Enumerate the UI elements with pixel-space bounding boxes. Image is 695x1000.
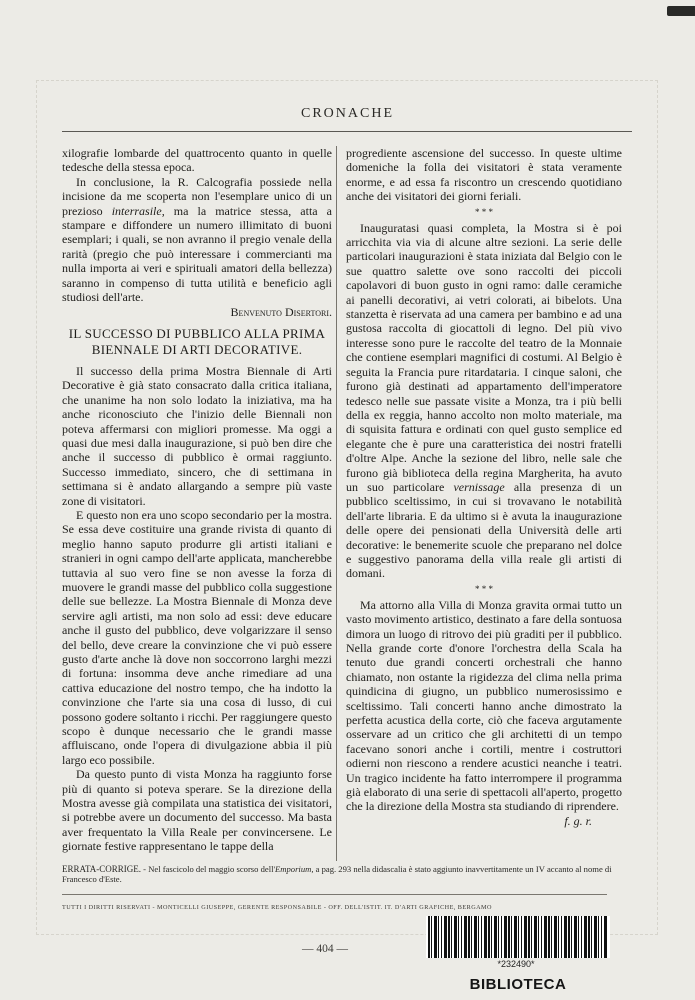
- text-run: alla presenza di un pubblico sceltissimo, in cui si trovavano le notabilità dell'arte libraria. E da ultimo si è avuta la inaugurazione delle opere dei pensionati della Università delle arti decorative: le benemerite scuole che preparano nel dolce e suggestivo panorama della villa reale gli artisti di domani.: [346, 479, 623, 581]
- column-divider: [336, 146, 337, 861]
- header-rule: [62, 131, 632, 132]
- text-run: ma la matrice stessa, atta a stampare e diffondere un numero illimitato di buoni esemplari; i quali, se non avranno il pregio venale della rarità (pregio che può interessare i commercianti ma nulla importa ai veri e spirituali amatori della bellezza) saranno in compenso di tutta utilità e beneficio agli studiosi dell'arte.: [62, 203, 332, 305]
- paragraph: xilografie lombarde del quattrocento quanto in quelle tedesche della stessa epoca.: [62, 146, 332, 175]
- paragraph: progrediente ascensione del successo. In queste ultime domeniche la folla dei visitatori è stata veramente enorme, e ad essa fa riscontro un crescendo quotidiano anche dei visitatori dei giorni feriali.: [346, 146, 622, 204]
- paragraph: [62, 175, 332, 305]
- corner-smudge: [667, 6, 695, 16]
- text-run: a pag. 293 nella didascalia è stato aggiunto inavvertitamente un IV accanto al nome di Francesco d'Este.: [62, 864, 612, 884]
- author-initials: f. g. r.: [564, 813, 592, 828]
- paragraph: [346, 221, 622, 581]
- italic-term: vernissage: [453, 479, 505, 494]
- page-number: — 404 —: [302, 943, 348, 955]
- author-signature: Benvenuto Disertori.: [230, 305, 332, 320]
- library-stamp: BIBLIOTECA: [469, 976, 567, 993]
- text-run: In conclusione, la R. Calcografia possiede nella incisione da me scoperta non l'esemplare unico di un prezioso: [62, 174, 332, 218]
- errata-label: ERRATA-CORRIGE.: [62, 864, 142, 874]
- paragraph: Da questo punto di vista Monza ha raggiunto forse più di quanto si poteva sperare. Se la direzione della Mostra avesse già compilata una statistica dei visitatori, si potrebbe avere un documento del successo. Ma basta aver frequentato la Villa Reale per convincersene. Le giornate festive rappresentano le tappe della: [62, 767, 332, 854]
- barcode: [426, 916, 610, 958]
- asterism: * * *: [475, 206, 493, 217]
- text-run: Inauguratasi quasi completa, la Mostra si è poi arricchita via via di alcune altre sezioni. La serie delle particolari inaugurazioni è stata iniziata dal Belgio con le sue quattro salette ove sono raccolti dei piccoli capolavori di buon gusto in ogni ramo: dalle ceramiche ai panelli decorativi, ai vetri colorati, ai bibelots. Una stanzetta è riservata ad una camera per bambino e ad una gustosa raccolta di giocattoli di legno. Del più vivo interesse sono pure le raccolte del teatro de la Monnaie che contiene esemplari magnifici di costumi. Al Belgio è seguita la Francia pure ritardataria. I cinque saloni, che furono già destinati ad appartamento dell'imperatore tedesco nelle sue passate visite a Monza, tra i più belli della ex reggia, hanno accolto non molto materiale, ma di squisita fattura e ordinati con quel gusto semplice ed elegante che è pure una caratteristica dei nostri fratelli d'oltre Alpe. Anche la sezione del libro, nelle sale che furono già biblioteca della regina Margherita, ha avuto un suo particolare: [346, 220, 622, 494]
- paragraph: Il successo della prima Mostra Biennale di Arti Decorative è già stato consacrato dalla critica italiana, che unanime ha non solo lodato la iniziativa, ma ha anche riconosciuto che l'inizio delle Biennali non poteva affermarsi con migliori promesse. Ma oggi a quasi due mesi dalla inaugurazione, si può ben dire che anche il successo di pubblico è ormai raggiunto. Successo immediato, sincero, che di settimana in settimana si è andato allargando a sempre più vaste zone di visitatori.: [62, 363, 332, 508]
- text-run: - Nel fascicolo del maggio scorso dell': [141, 864, 276, 874]
- section-heading: IL SUCCESSO DI PUBBLICO ALLA PRIMA BIENNALE DI ARTI DECORATIVE.: [68, 325, 326, 357]
- errata-corrige: [62, 864, 622, 884]
- running-header: CRONACHE: [300, 106, 394, 121]
- rights-line: TUTTI I DIRITTI RISERVATI - MONTICELLI GIUSEPPE, GERENTE RESPONSABILE - OFF. DELL'ISTIT. IT. D'ARTI GRAFICHE, BERGAMO: [62, 904, 492, 911]
- right-column: [346, 146, 622, 828]
- asterism: * * *: [475, 583, 493, 594]
- footer-rule: [62, 894, 607, 895]
- left-column: [62, 146, 332, 854]
- italic-term: Emporium,: [275, 864, 314, 874]
- barcode-number: *232490*: [497, 959, 535, 969]
- paragraph: Ma attorno alla Villa di Monza gravita ormai tutto un vasto movimento artistico, destinato a fare della sontuosa dimora un luogo di ritrovo dei più graditi per il pubblico. Nella grande corte d'onore l'orchestra della Scala ha tenuto due grandi concerti orchestrali che hanno chiamato, non ostante la rigidezza del clima nella prima quindicina di giugno, un pubblico numerosissimo e sceltissimo. Tali concerti hanno anche dimostrato la perfetta acustica della corte, ciò che faceva argutamente osservare ad un critico che gli architetti di un tempo facevano sonori anche i cortili, mentre i costruttori odierni non riescono a rendere acustici neanche i teatri. Un tragico incidente ha fatto interrompere il programma già elaborato di una serie di spettacoli all'aperto, progetto che la direzione della Mostra sta studiando di riprendere.: [346, 597, 622, 814]
- italic-term: interrasile,: [111, 203, 165, 218]
- paragraph: E questo non era uno scopo secondario per la mostra. Se essa deve costituire una grande rivista di quanto di meglio hanno saputo produrre gli artisti italiani e stranieri in ogni campo dell'arte applicata, mancherebbe tuttavia al suo vero fine se non avesse la forza di muovere le grandi masse del pubblico colla suggestione delle sue bellezze. La Mostra Biennale di Monza deve servire agli artisti, ma non solo ad essi: deve educare anche il gusto del pubblico, deve volgarizzare il senso del bello, deve creare la convinzione che vi può essere gusto d'arte anche là dove non soccorrono larghi mezzi di fortuna: insomma deve anche rimediare ad una cattiva educazione del nostro tempo, che ha indotto la convinzione che l'arte sia una cosa di lusso, di cui possono godere soltanto i ricchi. Per raggiungere questo scopo è dunque necessario che le grandi masse affluiscano, onde l'opera di divulgazione abbia il più largo eco possibile.: [62, 507, 332, 767]
